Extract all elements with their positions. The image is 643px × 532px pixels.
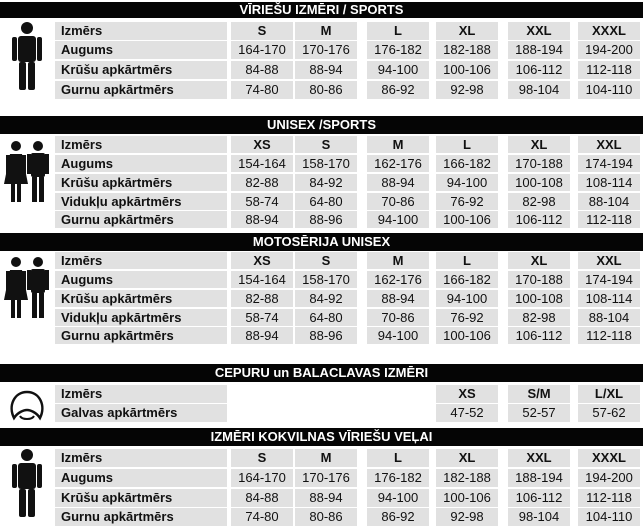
measurement-cell: 106-112: [508, 211, 570, 228]
measurement-cell: 100-106: [436, 61, 498, 79]
row-label: Vidukļu apkārtmērs: [55, 193, 227, 210]
measurement-cell: 70-86: [367, 193, 429, 210]
row-label: Izmērs: [55, 136, 227, 153]
measurement-cell: 58-74: [231, 309, 293, 326]
size-header-cell: S: [295, 136, 357, 153]
row-label: Izmērs: [55, 22, 227, 40]
measurement-cell: 154-164: [231, 271, 293, 288]
measurement-cell: 94-100: [367, 211, 429, 228]
measurement-cell: 194-200: [578, 469, 640, 487]
unisex-icon: [0, 136, 55, 221]
measurement-cell: 88-94: [231, 327, 293, 344]
measurement-cell: 154-164: [231, 155, 293, 172]
row-label: Krūšu apkārtmērs: [55, 174, 227, 191]
size-header-cell: XS: [436, 385, 498, 403]
measurement-cell: 82-98: [508, 193, 570, 210]
measurement-cell: 174-194: [578, 155, 640, 172]
measurement-cell: 52-57: [508, 404, 570, 422]
measurement-cell: 70-86: [367, 309, 429, 326]
size-header-cell: M: [367, 136, 429, 153]
measurement-cell: 88-96: [295, 327, 357, 344]
row-label: Galvas apkārtmērs: [55, 404, 227, 422]
measurement-cell: 94-100: [436, 290, 498, 307]
measurement-cell: 76-92: [436, 193, 498, 210]
measurement-cell: 100-106: [436, 327, 498, 344]
size-header-cell: S/M: [508, 385, 570, 403]
measurement-cell: 82-88: [231, 174, 293, 191]
row-label: Izmērs: [55, 449, 227, 467]
measurement-cell: 112-118: [578, 327, 640, 344]
measurement-cell: 74-80: [231, 508, 293, 526]
section-title: CEPURU un BALACLAVAS IZMĒRI: [0, 364, 643, 382]
size-header-cell: XXL: [578, 252, 640, 269]
unisex-icon: [0, 252, 55, 337]
measurement-cell: 88-94: [295, 489, 357, 507]
size-header-cell: XS: [231, 136, 293, 153]
measurement-cell: 98-104: [508, 81, 570, 99]
measurement-cell: 84-92: [295, 290, 357, 307]
measurement-cell: 84-88: [231, 61, 293, 79]
row-label: Izmērs: [55, 252, 227, 269]
size-header-cell: M: [295, 22, 357, 40]
row-label: Izmērs: [55, 385, 227, 403]
row-label: Krūšu apkārtmērs: [55, 290, 227, 307]
row-label: Gurnu apkārtmērs: [55, 508, 227, 526]
measurement-cell: 188-194: [508, 41, 570, 59]
measurement-cell: 112-118: [578, 489, 640, 507]
measurement-cell: 92-98: [436, 508, 498, 526]
measurement-cell: 100-108: [508, 174, 570, 191]
measurement-cell: 88-94: [367, 174, 429, 191]
measurement-cell: 194-200: [578, 41, 640, 59]
row-label: Gurnu apkārtmērs: [55, 81, 227, 99]
measurement-cell: 80-86: [295, 81, 357, 99]
size-header-cell: M: [295, 449, 357, 467]
row-label: Augums: [55, 155, 227, 172]
row-label: Gurnu apkārtmērs: [55, 211, 227, 228]
measurement-cell: 188-194: [508, 469, 570, 487]
measurement-cell: 170-176: [295, 469, 357, 487]
measurement-cell: 82-98: [508, 309, 570, 326]
measurement-cell: 94-100: [367, 327, 429, 344]
measurement-cell: 98-104: [508, 508, 570, 526]
measurement-cell: 88-104: [578, 193, 640, 210]
measurement-cell: 92-98: [436, 81, 498, 99]
measurement-cell: 57-62: [578, 404, 640, 422]
measurement-cell: 100-106: [436, 489, 498, 507]
measurement-cell: 86-92: [367, 508, 429, 526]
measurement-cell: 158-170: [295, 271, 357, 288]
section-title: IZMĒRI KOKVILNAS VĪRIEŠU VEĻAI: [0, 428, 643, 446]
size-header-cell: XL: [508, 136, 570, 153]
measurement-cell: 158-170: [295, 155, 357, 172]
measurement-cell: 88-104: [578, 309, 640, 326]
row-label: Vidukļu apkārtmērs: [55, 309, 227, 326]
measurement-cell: 162-176: [367, 155, 429, 172]
size-header-cell: XXL: [508, 449, 570, 467]
row-label: Gurnu apkārtmērs: [55, 327, 227, 344]
size-header-cell: XXXL: [578, 22, 640, 40]
size-header-cell: XL: [436, 449, 498, 467]
measurement-cell: 47-52: [436, 404, 498, 422]
row-label: Augums: [55, 469, 227, 487]
size-header-cell: S: [295, 252, 357, 269]
size-header-cell: L: [436, 252, 498, 269]
measurement-cell: 170-188: [508, 155, 570, 172]
measurement-cell: 76-92: [436, 309, 498, 326]
measurement-cell: 170-176: [295, 41, 357, 59]
measurement-cell: 112-118: [578, 61, 640, 79]
size-header-cell: XXXL: [578, 449, 640, 467]
measurement-cell: 84-88: [231, 489, 293, 507]
measurement-cell: 84-92: [295, 174, 357, 191]
measurement-cell: 166-182: [436, 271, 498, 288]
measurement-cell: 106-112: [508, 327, 570, 344]
section-title: UNISEX /SPORTS: [0, 116, 643, 134]
size-header-cell: XL: [436, 22, 498, 40]
measurement-cell: 104-110: [578, 508, 640, 526]
measurement-cell: 104-110: [578, 81, 640, 99]
measurement-cell: 170-188: [508, 271, 570, 288]
row-label: Krūšu apkārtmērs: [55, 489, 227, 507]
measurement-cell: 108-114: [578, 174, 640, 191]
measurement-cell: 108-114: [578, 290, 640, 307]
size-header-cell: L: [367, 449, 429, 467]
size-header-cell: S: [231, 22, 293, 40]
size-header-cell: L/XL: [578, 385, 640, 403]
measurement-cell: 64-80: [295, 309, 357, 326]
row-label: Krūšu apkārtmērs: [55, 61, 227, 79]
measurement-cell: 64-80: [295, 193, 357, 210]
measurement-cell: 100-108: [508, 290, 570, 307]
measurement-cell: 74-80: [231, 81, 293, 99]
measurement-cell: 94-100: [367, 61, 429, 79]
measurement-cell: 94-100: [436, 174, 498, 191]
measurement-cell: 106-112: [508, 61, 570, 79]
measurement-cell: 164-170: [231, 41, 293, 59]
measurement-cell: 100-106: [436, 211, 498, 228]
measurement-cell: 88-94: [231, 211, 293, 228]
size-header-cell: XXL: [508, 22, 570, 40]
size-header-cell: S: [231, 449, 293, 467]
measurement-cell: 58-74: [231, 193, 293, 210]
size-header-cell: M: [367, 252, 429, 269]
measurement-cell: 112-118: [578, 211, 640, 228]
section-title: VĪRIEŠU IZMĒRI / SPORTS: [0, 2, 643, 18]
measurement-cell: 176-182: [367, 41, 429, 59]
measurement-cell: 88-94: [295, 61, 357, 79]
section-title: MOTOSĒRIJA UNISEX: [0, 233, 643, 251]
measurement-cell: 164-170: [231, 469, 293, 487]
man-icon: [0, 447, 55, 532]
measurement-cell: 88-96: [295, 211, 357, 228]
measurement-cell: 82-88: [231, 290, 293, 307]
measurement-cell: 166-182: [436, 155, 498, 172]
measurement-cell: 162-176: [367, 271, 429, 288]
measurement-cell: 174-194: [578, 271, 640, 288]
measurement-cell: 86-92: [367, 81, 429, 99]
row-label: Augums: [55, 271, 227, 288]
measurement-cell: 182-188: [436, 469, 498, 487]
size-header-cell: L: [367, 22, 429, 40]
size-header-cell: XS: [231, 252, 293, 269]
measurement-cell: 176-182: [367, 469, 429, 487]
row-label: Augums: [55, 41, 227, 59]
measurement-cell: 80-86: [295, 508, 357, 526]
measurement-cell: 88-94: [367, 290, 429, 307]
measurement-cell: 94-100: [367, 489, 429, 507]
man-icon: [0, 20, 55, 105]
measurement-cell: 182-188: [436, 41, 498, 59]
size-header-cell: XL: [508, 252, 570, 269]
size-header-cell: XXL: [578, 136, 640, 153]
measurement-cell: 106-112: [508, 489, 570, 507]
size-header-cell: L: [436, 136, 498, 153]
